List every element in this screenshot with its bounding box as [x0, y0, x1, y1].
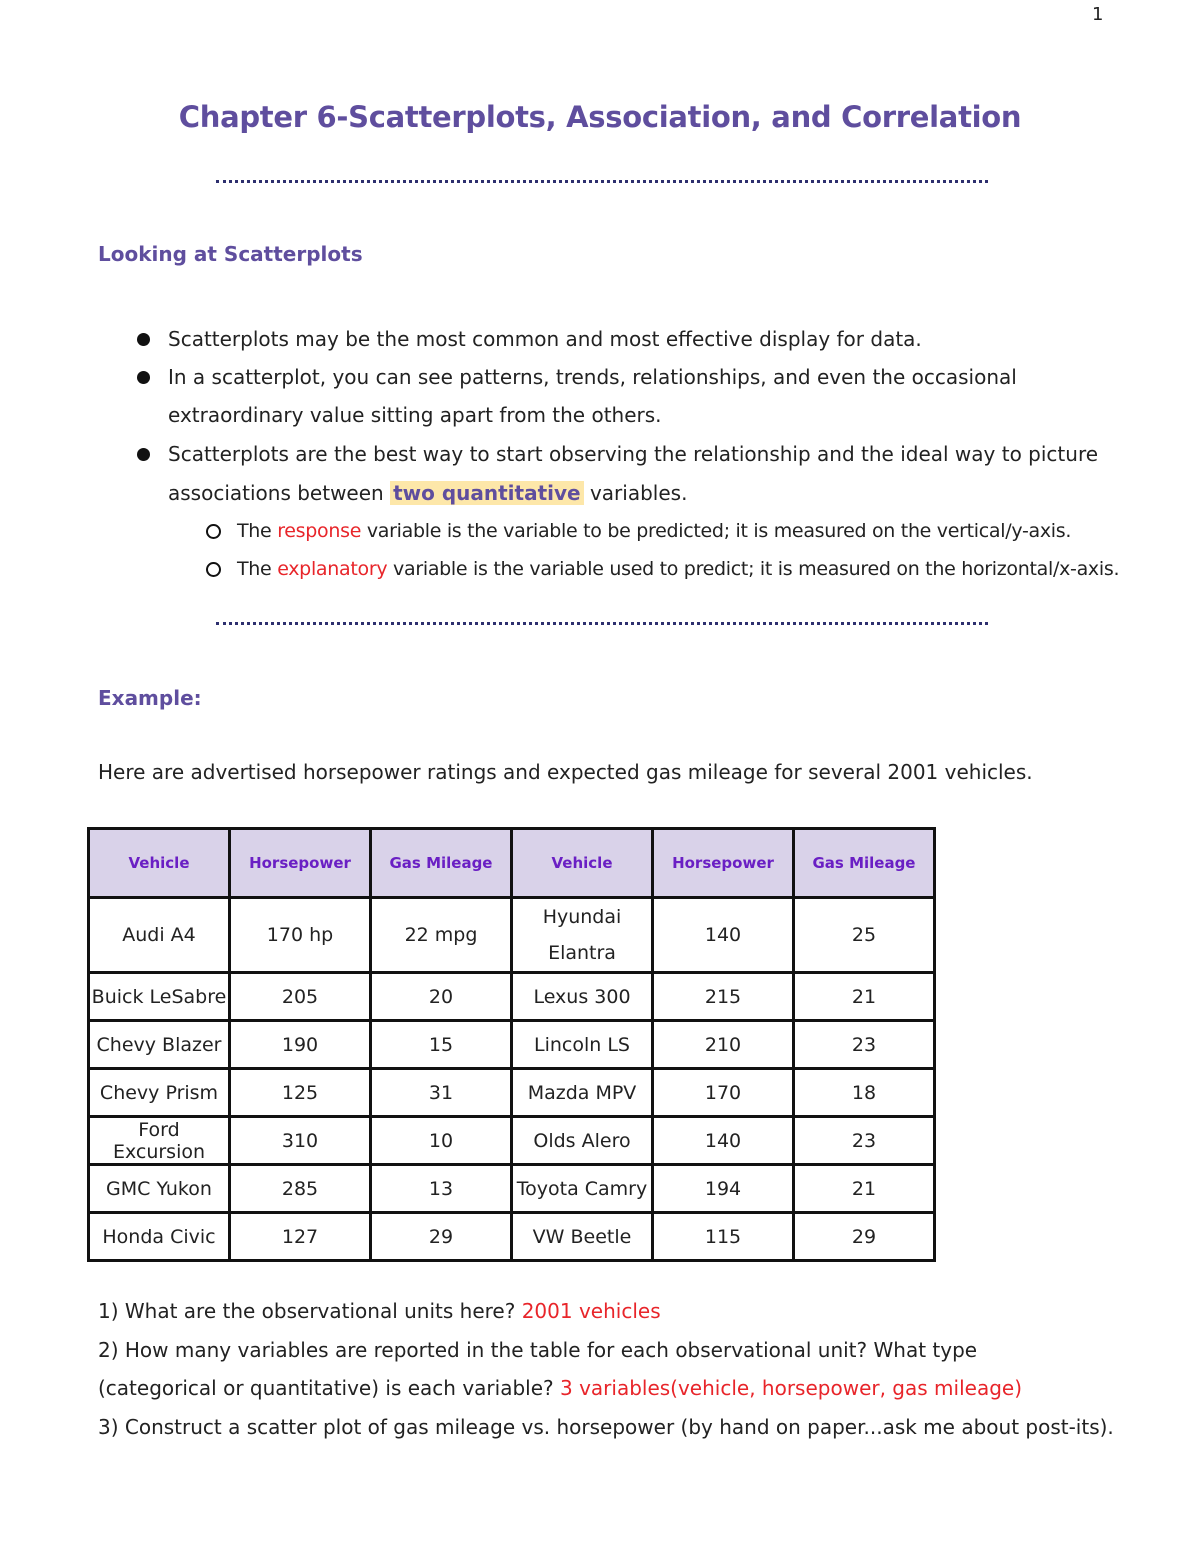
table-cell: 23	[794, 1117, 935, 1165]
table-cell: Olds Alero	[512, 1117, 653, 1165]
table-cell: 13	[371, 1165, 512, 1213]
table-row	[89, 973, 935, 1021]
cell-line: Elantra	[548, 942, 616, 964]
table-cell: 285	[230, 1165, 371, 1213]
column-header: Horsepower	[653, 829, 794, 898]
table-cell: 29	[371, 1213, 512, 1261]
table-cell: 215	[653, 973, 794, 1021]
table-row	[89, 1069, 935, 1117]
table-cell: 210	[653, 1021, 794, 1069]
column-header: Horsepower	[230, 829, 371, 898]
table-cell: 25	[794, 898, 935, 973]
bullet-item: Scatterplots are the best way to start observing the relationship and the ideal way to picture	[168, 442, 1099, 466]
table-row	[89, 1021, 935, 1069]
bullet-item-continued	[168, 474, 687, 513]
table-row	[89, 1165, 935, 1213]
table-cell: 125	[230, 1069, 371, 1117]
column-header: Gas Mileage	[794, 829, 935, 898]
sub-bullet-text: variable is the variable used to predict; it is measured on the horizontal/x-axis.	[393, 558, 1120, 580]
table-cell: 29	[794, 1213, 935, 1261]
question-3: 3) Construct a scatter plot of gas mileage vs. horsepower (by hand on paper...ask me about post-its).	[98, 1414, 1114, 1439]
table-cell: Chevy Prism	[89, 1069, 230, 1117]
sub-bullet-text: The	[237, 520, 272, 542]
dotted-divider-bottom	[216, 622, 988, 625]
question-1	[98, 1292, 1114, 1331]
table-cell: VW Beetle	[512, 1213, 653, 1261]
table-cell: 127	[230, 1213, 371, 1261]
answer-text: 3 variables(vehicle, horsepower, gas mileage)	[559, 1376, 1022, 1400]
bullet-item: Scatterplots may be the most common and most effective display for data.	[168, 327, 922, 351]
table-cell: 170	[653, 1069, 794, 1117]
column-header: Gas Mileage	[371, 829, 512, 898]
question-text: 1) What are the observational units here?	[98, 1299, 516, 1323]
explanatory-term: explanatory	[277, 558, 388, 580]
table-cell: Lincoln LS	[512, 1021, 653, 1069]
table-cell: 170 hp	[230, 898, 371, 973]
column-header: Vehicle	[512, 829, 653, 898]
sub-bullet-text: variable is the variable to be predicted; it is measured on the vertical/y-axis.	[366, 520, 1072, 542]
bullet-item: In a scatterplot, you can see patterns, trends, relationships, and even the occasional	[168, 365, 1017, 389]
bullet-dot-icon	[137, 333, 150, 346]
table-cell: 23	[794, 1021, 935, 1069]
table-cell	[512, 898, 653, 973]
vehicle-data-table	[87, 827, 936, 1262]
question-2: 2) How many variables are reported in the table for each observational unit? What type	[98, 1337, 978, 1362]
table-cell: 140	[653, 1117, 794, 1165]
table-cell: 115	[653, 1213, 794, 1261]
table-cell: GMC Yukon	[89, 1165, 230, 1213]
bullet-text: associations between	[168, 481, 384, 505]
table-cell: 20	[371, 973, 512, 1021]
table-cell: 21	[794, 973, 935, 1021]
table-cell: 310	[230, 1117, 371, 1165]
cell-line: Hyundai	[542, 906, 622, 928]
table-cell: 22 mpg	[371, 898, 512, 973]
sub-bullet-text: The	[237, 558, 272, 580]
hollow-circle-bullet-icon	[206, 524, 221, 539]
section-heading-example: Example:	[98, 686, 202, 710]
table-cell: 205	[230, 973, 371, 1021]
column-header: Vehicle	[89, 829, 230, 898]
highlighted-term: two quantitative	[390, 481, 584, 505]
bullet-dot-icon	[137, 371, 150, 384]
questions-list	[98, 1292, 1114, 1446]
page-title: Chapter 6-Scatterplots, Association, and Correlation	[178, 100, 1022, 134]
answer-text: 2001 vehicles	[521, 1299, 661, 1323]
section-heading-scatterplots: Looking at Scatterplots	[98, 242, 363, 266]
question-2-continued	[98, 1369, 1114, 1408]
table-cell: 18	[794, 1069, 935, 1117]
bullet-text: variables.	[589, 481, 688, 505]
table-cell: 190	[230, 1021, 371, 1069]
table-cell: 194	[653, 1165, 794, 1213]
response-term: response	[277, 520, 362, 542]
table-cell: Ford Excursion	[89, 1117, 230, 1165]
example-intro: Here are advertised horsepower ratings and expected gas mileage for several 2001 vehicles.	[98, 760, 1033, 784]
table-row	[89, 898, 935, 973]
sub-bullet-response	[237, 512, 1071, 551]
table-cell: Audi A4	[89, 898, 230, 973]
bullet-item-continued: extraordinary value sitting apart from the others.	[168, 403, 662, 427]
table-cell: 21	[794, 1165, 935, 1213]
table-cell: 10	[371, 1117, 512, 1165]
table-cell: 140	[653, 898, 794, 973]
table-header-row	[89, 829, 935, 898]
table-row	[89, 1213, 935, 1261]
bullet-dot-icon	[137, 448, 150, 461]
table-cell: 15	[371, 1021, 512, 1069]
sub-bullet-explanatory	[237, 550, 1119, 589]
table-cell: Mazda MPV	[512, 1069, 653, 1117]
page-number: 1	[1092, 4, 1104, 25]
table-cell: Honda Civic	[89, 1213, 230, 1261]
table-row	[89, 1117, 935, 1165]
table-cell: Lexus 300	[512, 973, 653, 1021]
table-cell: Buick LeSabre	[89, 973, 230, 1021]
table-cell: Toyota Camry	[512, 1165, 653, 1213]
hollow-circle-bullet-icon	[206, 562, 221, 577]
dotted-divider-top	[216, 180, 988, 183]
table-cell: 31	[371, 1069, 512, 1117]
table-cell: Chevy Blazer	[89, 1021, 230, 1069]
question-text: (categorical or quantitative) is each variable?	[98, 1376, 554, 1400]
